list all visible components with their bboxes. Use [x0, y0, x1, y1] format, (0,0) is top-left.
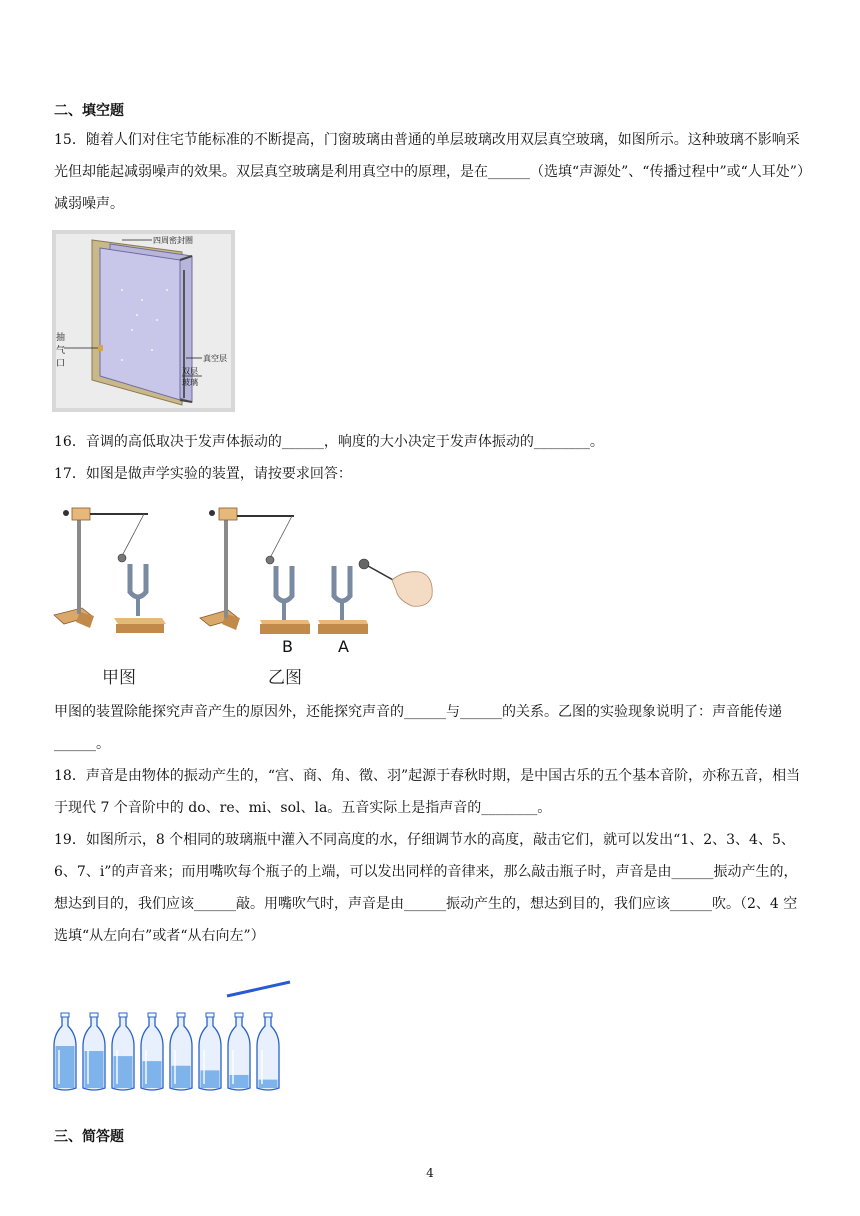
glass-bottle: [228, 1013, 250, 1090]
label-double-glass-2: 玻璃: [182, 378, 198, 387]
tuning-fork-a: [318, 566, 368, 634]
label-double-glass-1: 双层: [182, 367, 198, 376]
mallet-hand: [359, 559, 432, 606]
label-outlet-3: 口: [56, 359, 66, 369]
question-17-answer-text: 甲图的装置除能探究声音产生的原因外，还能探究声音的______与______的关系。乙图的实验现象说明了：声音能传递______。: [54, 704, 782, 752]
label-outlet-1: 抽: [56, 333, 66, 343]
glass-bottle: [83, 1013, 105, 1090]
bottles-figure: [52, 980, 292, 1092]
tuning-fork-b: [260, 566, 310, 634]
tuning-fork-jia: [114, 564, 166, 633]
question-16: [54, 426, 810, 458]
question-17: [54, 458, 810, 490]
question-17-answer: [54, 696, 810, 760]
question-15: [54, 124, 810, 220]
question-16-text: 16．音调的高低取决于发声体振动的______，响度的大小决定于发声体振动的________。: [54, 434, 604, 450]
glass-bottle: [170, 1013, 192, 1090]
stand-jia: [54, 508, 148, 628]
label-outlet-2: 气: [56, 346, 66, 356]
question-15-text: 15．随着人们对住宅节能标准的不断提高，门窗玻璃由普通的单层玻璃改用双层真空玻璃，如图所示。这种玻璃不影响采光但却能起减弱噪声的效果。双层真空玻璃是利用真空中的原理，是在______（选填“声源处”、“传播过程中”或“人耳处”）减弱噪声。: [54, 132, 804, 212]
section-heading-short-answer: 三、简答题: [54, 1129, 124, 1145]
stand-yi: [200, 508, 294, 630]
glass-bottle: [54, 1013, 76, 1090]
glass-bottle: [112, 1013, 134, 1090]
label-fork-b: B: [282, 637, 293, 656]
label-vacuum-layer: 真空层: [203, 354, 227, 363]
caption-jia: 甲图: [102, 668, 136, 688]
question-19: [54, 824, 810, 952]
glass-bottle: [141, 1013, 163, 1090]
glass-bottle: [199, 1013, 221, 1090]
caption-yi: 乙图: [268, 668, 302, 688]
question-19-text: 19．如图所示，8 个相同的玻璃瓶中灌入不同高度的水，仔细调节水的高度，敲击它们，就可以发出“1、2、3、4、5、6、7、i”的声音来；而用嘴吹每个瓶子的上端，可以发出同样的音律来，那么敲击瓶子时，声音是由______振动产生的，想达到目的，我们应该______敲。用嘴吹气时，声音是由______振动产生的，想达到目的，我们应该______吹。（2、4 空选填“从左向右”或者“从右向左”）: [54, 832, 798, 944]
glass-bottle: [257, 1013, 279, 1090]
tuning-fork-figure: [52, 500, 442, 692]
question-18-text: 18．声音是由物体的振动产生的，“宫、商、角、徵、羽”起源于春秋时期，是中国古乐的五个基本音阶，亦称五音，相当于现代 7 个音阶中的 do、re、mi、sol、la。五音实际上是指声音的________。: [54, 768, 801, 816]
page-number: 4: [426, 1166, 434, 1180]
question-17-text: 17．如图是做声学实验的装置，请按要求回答：: [54, 466, 352, 482]
label-fork-a: A: [338, 637, 349, 656]
question-18: [54, 760, 810, 824]
label-edge-seal: 四周密封圈: [153, 236, 193, 245]
blowing-stick: [227, 982, 290, 996]
section-heading-fill-blank: 二、填空题: [54, 103, 124, 119]
bottle-row: [54, 1013, 279, 1090]
double-glass-figure: [52, 230, 235, 412]
